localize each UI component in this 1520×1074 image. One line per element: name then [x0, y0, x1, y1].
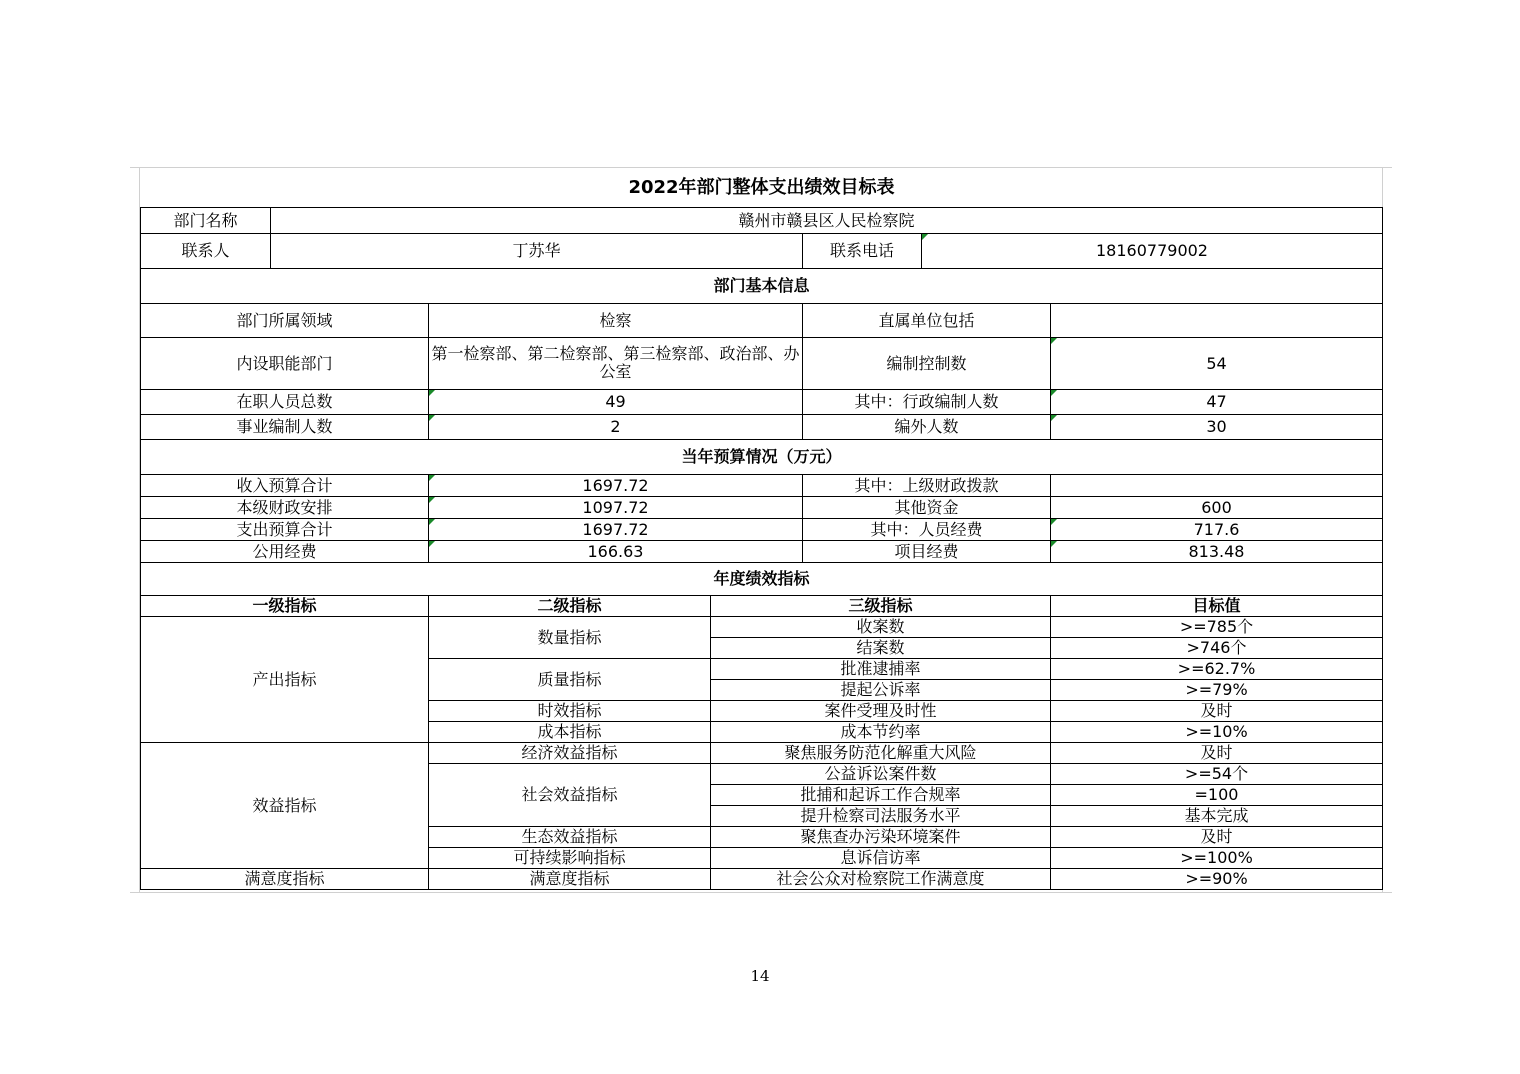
- income-total-label: 收入预算合计: [141, 474, 429, 496]
- level3-cell: 聚焦服务防范化解重大风险: [711, 742, 1051, 763]
- expense-total-label: 支出预算合计: [141, 518, 429, 540]
- level3-cell: 批准逮捕率: [711, 658, 1051, 679]
- level2-cell: 社会效益指标: [429, 763, 711, 826]
- target-cell[interactable]: >=100%: [1051, 847, 1383, 868]
- target-cell[interactable]: >=79%: [1051, 679, 1383, 700]
- total-staff-value[interactable]: 49: [429, 389, 803, 414]
- target-cell[interactable]: >746个: [1051, 637, 1383, 658]
- target-cell[interactable]: 及时: [1051, 700, 1383, 721]
- expense-total-value[interactable]: 1697.72: [429, 518, 803, 540]
- target-cell[interactable]: >=54个: [1051, 763, 1383, 784]
- total-staff-label: 在职人员总数: [141, 389, 429, 414]
- level3-cell: 息诉信访率: [711, 847, 1051, 868]
- header-level2: 二级指标: [429, 595, 711, 616]
- performance-target-table: [140, 169, 1383, 890]
- level3-cell: 收案数: [711, 616, 1051, 637]
- target-cell[interactable]: 基本完成: [1051, 805, 1383, 826]
- level1-output: 产出指标: [141, 616, 429, 742]
- level2-cell: 成本指标: [429, 721, 711, 742]
- header-level1: 一级指标: [141, 595, 429, 616]
- admin-staff-value[interactable]: 47: [1051, 389, 1383, 414]
- dept-name-label: 部门名称: [141, 207, 271, 233]
- public-funds-label: 公用经费: [141, 540, 429, 562]
- level3-cell: 提升检察司法服务水平: [711, 805, 1051, 826]
- contact-label: 联系人: [141, 233, 271, 268]
- table-title: 2022年部门整体支出绩效目标表: [141, 169, 1383, 207]
- level2-cell: 生态效益指标: [429, 826, 711, 847]
- target-cell[interactable]: 及时: [1051, 826, 1383, 847]
- field-label: 部门所属领域: [141, 303, 429, 337]
- level2-cell: 可持续影响指标: [429, 847, 711, 868]
- superior-funds-label: 其中：上级财政拨款: [803, 474, 1051, 496]
- level3-cell: 批捕和起诉工作合规率: [711, 784, 1051, 805]
- career-staff-value[interactable]: 2: [429, 414, 803, 439]
- other-funds-label: 其他资金: [803, 496, 1051, 518]
- internal-depts-value[interactable]: 第一检察部、第二检察部、第三检察部、政治部、办公室: [429, 337, 803, 389]
- outside-staff-value[interactable]: 30: [1051, 414, 1383, 439]
- personnel-value[interactable]: 717.6: [1051, 518, 1383, 540]
- contact-value[interactable]: 丁苏华: [271, 233, 803, 268]
- staffing-quota-value[interactable]: 54: [1051, 337, 1383, 389]
- level2-cell: 数量指标: [429, 616, 711, 658]
- phone-label: 联系电话: [803, 233, 922, 268]
- target-cell[interactable]: 及时: [1051, 742, 1383, 763]
- level2-cell: 质量指标: [429, 658, 711, 700]
- admin-staff-label: 其中：行政编制人数: [803, 389, 1051, 414]
- level2-cell: 满意度指标: [429, 868, 711, 889]
- level1-benefit: 效益指标: [141, 742, 429, 868]
- outside-staff-label: 编外人数: [803, 414, 1051, 439]
- level1-satisfaction: 满意度指标: [141, 868, 429, 889]
- project-funds-value[interactable]: 813.48: [1051, 540, 1383, 562]
- level3-cell: 提起公诉率: [711, 679, 1051, 700]
- page-number: 14: [750, 967, 770, 985]
- level3-cell: 社会公众对检察院工作满意度: [711, 868, 1051, 889]
- level2-cell: 时效指标: [429, 700, 711, 721]
- target-cell[interactable]: >=62.7%: [1051, 658, 1383, 679]
- section-performance: 年度绩效指标: [141, 562, 1383, 595]
- header-level3: 三级指标: [711, 595, 1051, 616]
- level3-cell: 公益诉讼案件数: [711, 763, 1051, 784]
- other-funds-value[interactable]: 600: [1051, 496, 1383, 518]
- direct-units-label: 直属单位包括: [803, 303, 1051, 337]
- sheet-gridline: [130, 167, 1392, 168]
- internal-depts-label: 内设职能部门: [141, 337, 429, 389]
- local-funds-label: 本级财政安排: [141, 496, 429, 518]
- target-cell[interactable]: >=90%: [1051, 868, 1383, 889]
- section-budget: 当年预算情况（万元）: [141, 439, 1383, 474]
- direct-units-value[interactable]: [1051, 303, 1383, 337]
- career-staff-label: 事业编制人数: [141, 414, 429, 439]
- phone-value[interactable]: 18160779002: [922, 233, 1383, 268]
- target-cell[interactable]: =100: [1051, 784, 1383, 805]
- section-basic-info: 部门基本信息: [141, 268, 1383, 303]
- field-value[interactable]: 检察: [429, 303, 803, 337]
- dept-name-value[interactable]: 赣州市赣县区人民检察院: [271, 207, 1383, 233]
- public-funds-value[interactable]: 166.63: [429, 540, 803, 562]
- header-target: 目标值: [1051, 595, 1383, 616]
- target-cell[interactable]: >=10%: [1051, 721, 1383, 742]
- target-cell[interactable]: >=785个: [1051, 616, 1383, 637]
- level3-cell: 聚焦查办污染环境案件: [711, 826, 1051, 847]
- staffing-quota-label: 编制控制数: [803, 337, 1051, 389]
- level3-cell: 结案数: [711, 637, 1051, 658]
- project-funds-label: 项目经费: [803, 540, 1051, 562]
- superior-funds-value[interactable]: [1051, 474, 1383, 496]
- level3-cell: 成本节约率: [711, 721, 1051, 742]
- level3-cell: 案件受理及时性: [711, 700, 1051, 721]
- sheet-gridline: [130, 892, 1392, 893]
- level2-cell: 经济效益指标: [429, 742, 711, 763]
- personnel-label: 其中：人员经费: [803, 518, 1051, 540]
- local-funds-value[interactable]: 1097.72: [429, 496, 803, 518]
- income-total-value[interactable]: 1697.72: [429, 474, 803, 496]
